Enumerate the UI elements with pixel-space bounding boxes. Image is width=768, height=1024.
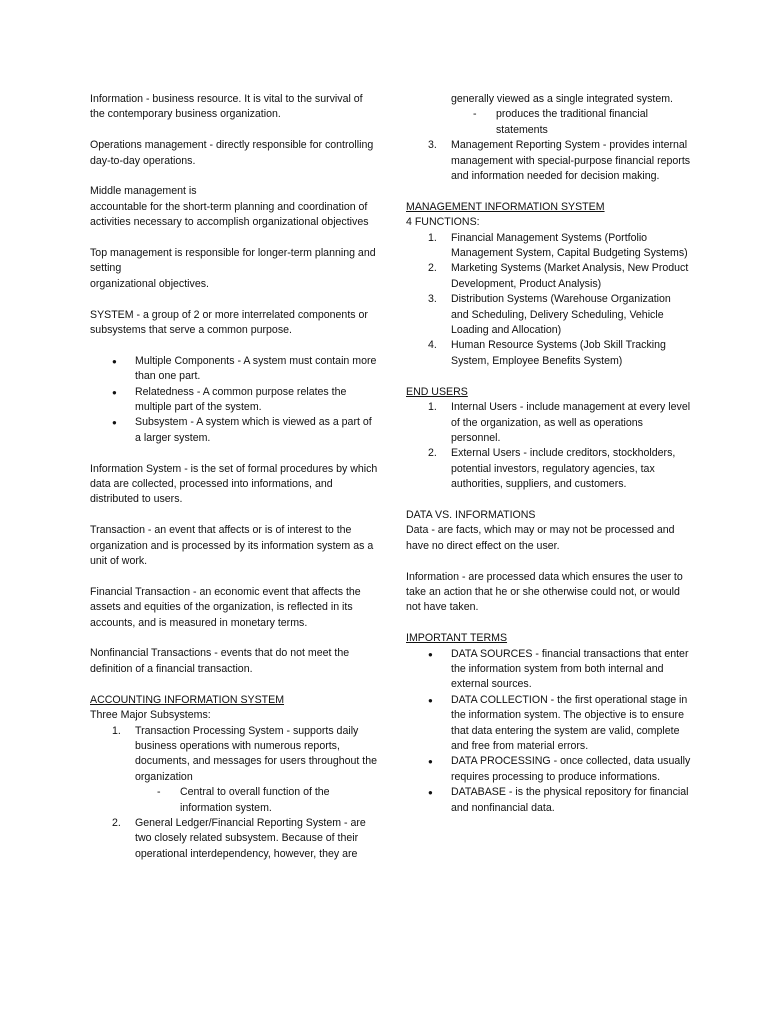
list-item — [90, 816, 380, 862]
transaction-definition: Transaction - an event that affects or is of interest to the organization and is processed by its information system as a unit of work. — [90, 524, 374, 568]
list-item — [406, 338, 691, 369]
list-item — [451, 107, 691, 138]
list-number: 2. — [428, 447, 437, 460]
information-processed-definition: Information - are processed data which ensures the user to take an action that he or she otherwise could not, or would not have taken. — [406, 570, 683, 614]
list-item: ● DATA SOURCES - financial transactions that enter the information system from both internal and external sources. — [406, 647, 691, 693]
list-number: 3. — [428, 293, 437, 306]
end-users-heading: END USERS — [406, 385, 468, 398]
list-item-text: generally viewed as a single integrated system. — [451, 93, 673, 105]
list-number: 3. — [428, 139, 437, 152]
list-item: ● Subsystem - A system which is viewed as a part of a larger system. — [90, 415, 380, 446]
mis-subheading: 4 FUNCTIONS: — [406, 216, 480, 229]
mis-function-list — [406, 231, 691, 370]
middle-management-definition: Middle management is accountable for the short-term planning and coordination of activities necessary to accomplish organizational objectives — [90, 185, 369, 229]
information-definition: Information - business resource. It is vital to the survival of the contemporary business organization. — [90, 93, 363, 121]
list-item — [135, 785, 380, 816]
operations-management-definition: Operations management - directly responsible for controlling day-to-day operations. — [90, 139, 374, 167]
list-number: 1. — [428, 231, 437, 244]
list-item — [90, 724, 380, 816]
top-management-definition: Top management is responsible for longer-term planning and setting organizational objectives. — [90, 247, 376, 290]
list-item-text: Management Reporting System - provides internal management with special-purpose financial reports and information needed for decision making. — [451, 139, 691, 183]
list-item-text: Human Resource Systems (Job Skill Tracking System, Employee Benefits System) — [451, 339, 666, 367]
list-item — [406, 261, 691, 292]
ais-subsystem-list — [90, 724, 380, 863]
data-vs-information-heading: DATA VS. INFORMATIONS — [406, 508, 536, 521]
list-item-text: Marketing Systems (Market Analysis, New Product Development, Product Analysis) — [451, 262, 689, 290]
mis-heading: MANAGEMENT INFORMATION SYSTEM — [406, 200, 605, 213]
information-system-definition: Information System - is the set of formal procedures by which data are collected, processed into informations, and distributed to users. — [90, 462, 378, 506]
list-item-text: produces the traditional financial statements — [496, 108, 648, 136]
list-item — [406, 446, 691, 492]
system-definition: SYSTEM - a group of 2 or more interrelated components or subsystems that serve a common purpose. — [90, 308, 368, 337]
list-number: 2. — [428, 262, 437, 275]
data-definition: Data - are facts, which may or may not be processed and have no direct effect on the user. — [406, 524, 675, 552]
list-item-text: Financial Management Systems (Portfolio Management System, Capital Budgeting Systems) — [451, 231, 688, 260]
dash-mark: - — [157, 786, 161, 799]
ais-heading: ACCOUNTING INFORMATION SYSTEM — [90, 693, 285, 706]
important-terms-list — [406, 647, 691, 816]
dash-list — [135, 785, 380, 816]
list-item-text: External Users - include creditors, stockholders, potential investors, regulatory agencies, tax authorities, suppliers, and customers. — [451, 447, 676, 491]
list-item: ● DATA COLLECTION - the first operational stage in the information system. The objective is to ensure that data entering the system are valid, complete and free from material errors. — [406, 693, 691, 755]
list-item: ● Multiple Components - A system must contain more than one part. — [90, 354, 380, 385]
system-bullet-list — [90, 354, 380, 446]
list-item: ● DATA PROCESSING - once collected, data usually requires processing to produce informations. — [406, 754, 691, 785]
list-item — [406, 292, 691, 338]
ais-subsystem-list-continued — [406, 138, 691, 184]
list-number: 2. — [112, 816, 121, 829]
dash-list — [451, 107, 691, 138]
list-item: ● DATABASE - is the physical repository for financial and nonfinancial data. — [406, 785, 691, 816]
dash-mark: - — [473, 108, 477, 121]
list-item — [406, 400, 691, 446]
continued-item-text — [406, 92, 691, 138]
ais-subheading: Three Major Subsystems: — [90, 709, 211, 722]
list-item: ● Relatedness - A common purpose relates the multiple part of the system. — [90, 385, 380, 416]
list-item — [406, 231, 691, 262]
right-column — [406, 92, 691, 816]
left-column — [90, 92, 380, 862]
end-users-list — [406, 400, 691, 492]
list-item-text: Transaction Processing System - supports daily business operations with numerous reports, documents, and messages for users throughout the organization — [135, 724, 378, 783]
list-number: 1. — [112, 724, 121, 737]
list-item — [406, 138, 691, 184]
important-terms-heading: IMPORTANT TERMS — [406, 632, 508, 645]
list-number: 4. — [428, 339, 437, 352]
list-item-text: Internal Users - include management at every level of the organization, as well as operations personnel. — [451, 401, 691, 444]
nonfinancial-transaction-definition: Nonfinancial Transactions - events that do not meet the definition of a financial transaction. — [90, 647, 350, 675]
list-item-text: Central to overall function of the information system. — [180, 786, 330, 814]
list-item-text: Distribution Systems (Warehouse Organization and Scheduling, Delivery Scheduling, Vehicle Loading and Allocation) — [451, 293, 671, 337]
list-number: 1. — [428, 401, 437, 414]
list-item-text: General Ledger/Financial Reporting System - are two closely related subsystem. Because of their operational interdependency, however, they are — [135, 816, 366, 860]
financial-transaction-definition: Financial Transaction - an economic event that affects the assets and equities of the organization, is reflected in its accounts, and is measured in monetary terms. — [90, 585, 361, 629]
